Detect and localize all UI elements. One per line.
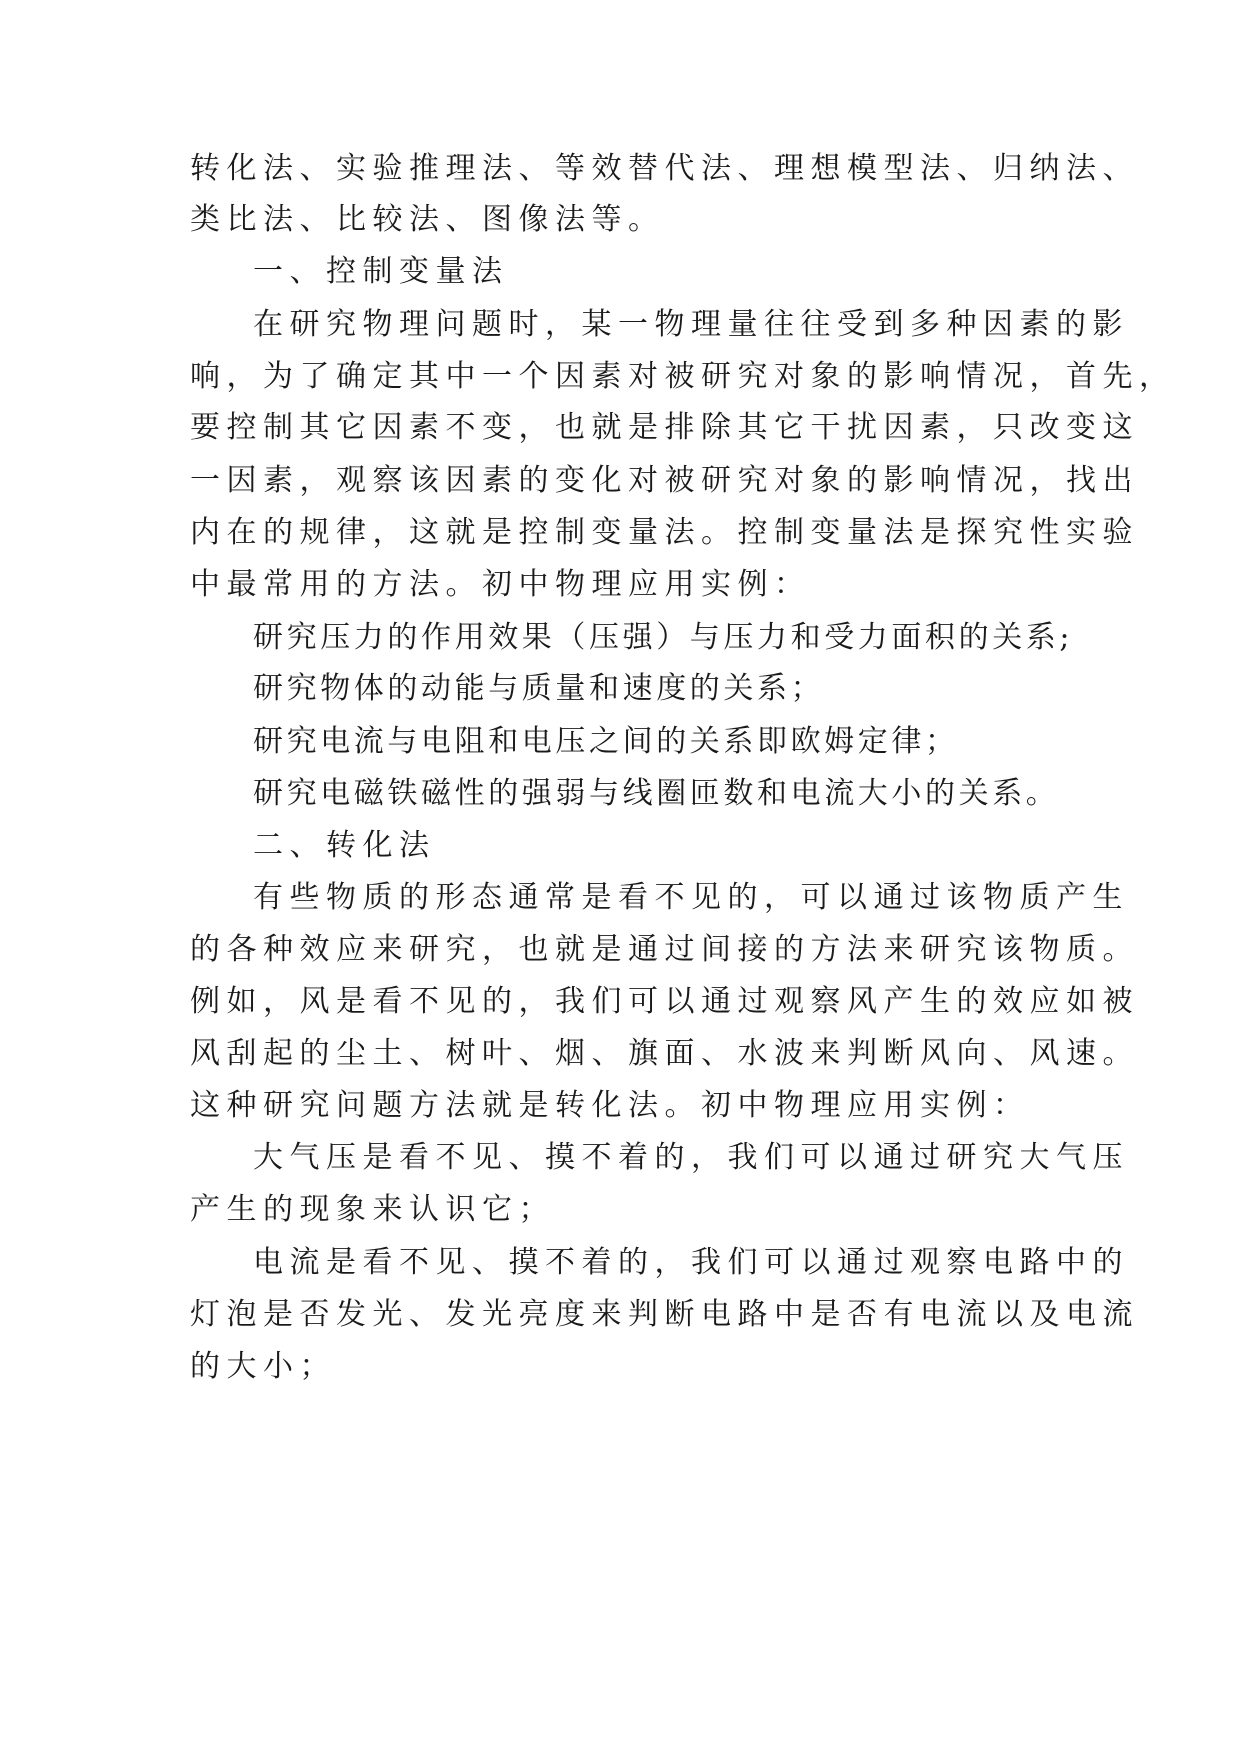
section-heading: 二、转化法 <box>253 828 436 863</box>
section-heading: 一、控制变量法 <box>253 254 509 289</box>
list-item: 研究压力的作用效果（压强）与压力和受力面积的关系; <box>253 620 1074 655</box>
list-item: 研究物体的动能与质量和速度的关系； <box>253 671 825 706</box>
text-line: 电流是看不见、摸不着的，我们可以通过观察电路中的 <box>253 1245 1129 1280</box>
text-line: 在研究物理问题时，某一物理量往往受到多种因素的影 <box>253 307 1129 342</box>
text-line: 产生的现象来认识它； <box>190 1192 555 1227</box>
text-line: 有些物质的形态通常是看不见的，可以通过该物质产生 <box>253 880 1129 915</box>
text-line: 大气压是看不见、摸不着的，我们可以通过研究大气压 <box>253 1140 1129 1175</box>
text-line: 的大小； <box>190 1349 336 1384</box>
text-line: 中最常用的方法。初中物理应用实例： <box>190 567 811 602</box>
list-item: 研究电流与电阻和电压之间的关系即欧姆定律； <box>253 724 959 759</box>
text-line: 类比法、比较法、图像法等。 <box>190 202 665 237</box>
text-line: 内在的规律，这就是控制变量法。控制变量法是探究性实验 <box>190 515 1139 550</box>
text-line: 一因素，观察该因素的变化对被研究对象的影响情况，找出 <box>190 463 1139 498</box>
list-item: 研究电磁铁磁性的强弱与线圈匝数和电流大小的关系。 <box>253 776 1060 811</box>
text-line: 灯泡是否发光、发光亮度来判断电路中是否有电流以及电流 <box>190 1297 1139 1332</box>
text-line: 响，为了确定其中一个因素对被研究对象的影响情况，首先， <box>190 359 1176 394</box>
text-line: 例如，风是看不见的，我们可以通过观察风产生的效应如被 <box>190 984 1139 1019</box>
text-line: 风刮起的尘土、树叶、烟、旗面、水波来判断风向、风速。 <box>190 1036 1139 1071</box>
text-line: 转化法、实验推理法、等效替代法、理想模型法、归纳法、 <box>190 151 1139 186</box>
text-line: 要控制其它因素不变，也就是排除其它干扰因素，只改变这 <box>190 410 1139 445</box>
text-line: 这种研究问题方法就是转化法。初中物理应用实例： <box>190 1088 1030 1123</box>
text-line: 的各种效应来研究，也就是通过间接的方法来研究该物质。 <box>190 932 1139 967</box>
